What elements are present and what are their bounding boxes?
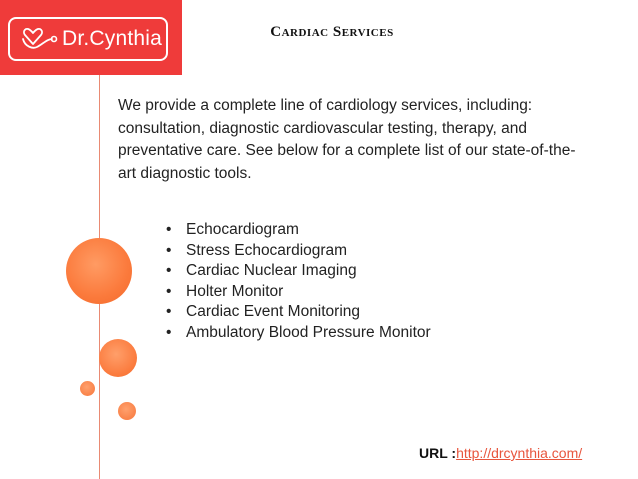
list-item [166,302,431,323]
services-list [166,220,431,343]
brand-logo [0,0,182,75]
service-label: Stress Echocardiogram [186,241,348,259]
bullet-icon: • [166,241,172,259]
service-label: Cardiac Nuclear Imaging [186,262,357,279]
website-link[interactable]: http://drcynthia.com/ [456,445,583,461]
slide-title: Cardiac Services [270,24,394,40]
service-label: Echocardiogram [186,221,299,238]
decorative-circle [80,381,95,396]
logo-badge [8,17,168,61]
list-item [166,241,431,262]
list-item [166,282,431,303]
decorative-circle [118,402,136,420]
decorative-circle [66,238,132,304]
logo-text: Dr.Cynthia [62,27,163,50]
list-item [166,261,431,282]
service-label: Ambulatory Blood Pressure Monitor [186,323,431,341]
intro-paragraph: We provide a complete line of cardiology services, including: consultation, diagnostic cardiovascular testing, therapy, and preventative care. See below for a complete list of our state-of-the-art diagnostic tools. [118,97,576,182]
bullet-icon: • [166,221,172,238]
list-item [166,323,431,344]
url-label: URL : [419,445,457,461]
service-label: Holter Monitor [186,282,284,300]
url-line [419,445,582,461]
bullet-icon: • [166,262,172,279]
bullet-icon: • [166,282,172,300]
decorative-circle [99,339,137,377]
bullet-icon: • [166,323,172,341]
service-label: Cardiac Event Monitoring [186,303,361,320]
heart-stethoscope-icon [19,27,59,53]
bullet-icon: • [166,303,172,320]
list-item [166,220,431,241]
